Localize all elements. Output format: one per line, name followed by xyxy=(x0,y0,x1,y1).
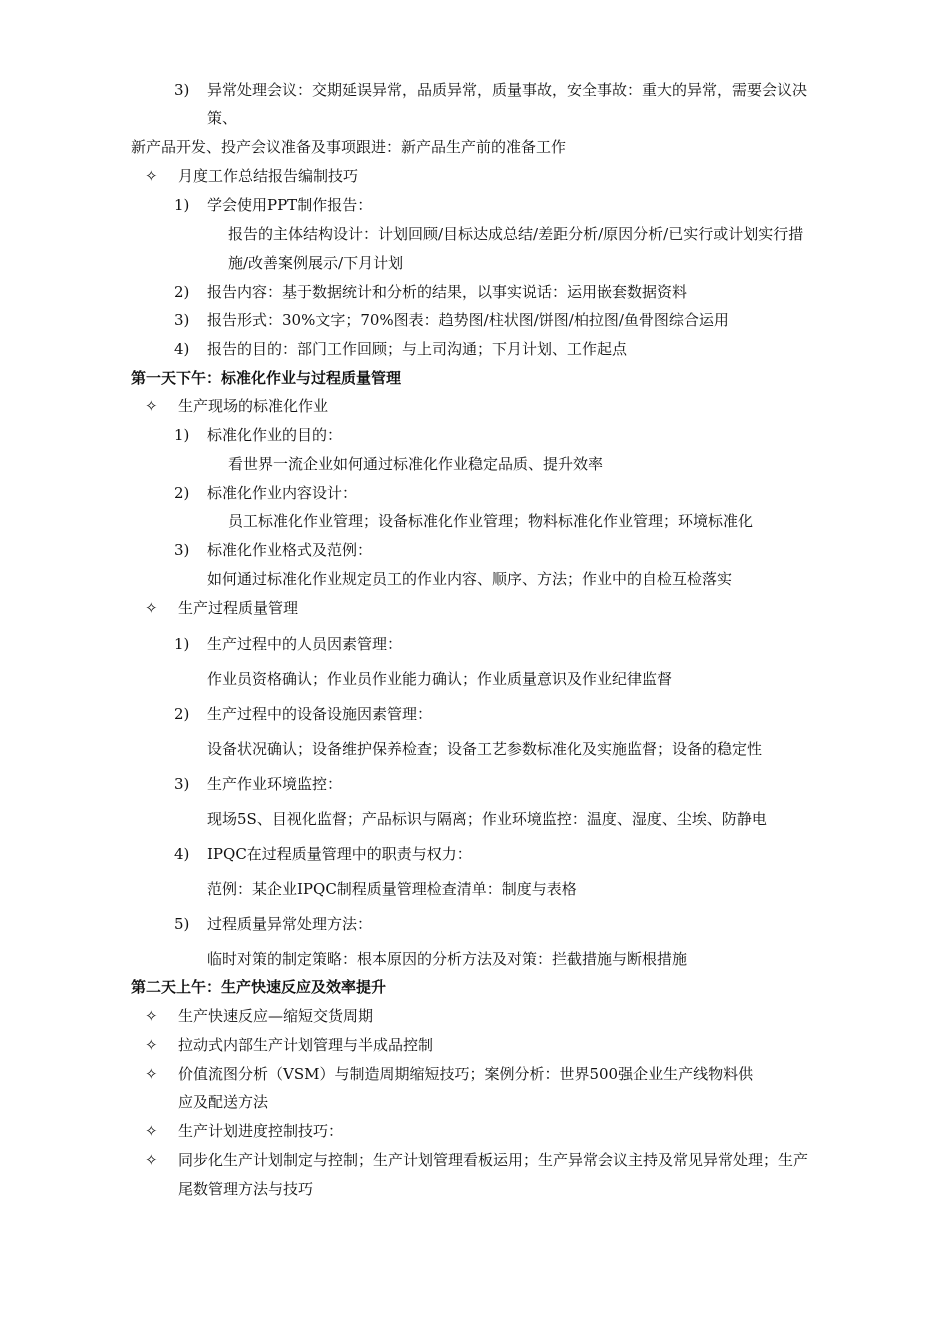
list-number: 1) xyxy=(174,426,190,444)
diamond-bullet-icon: ✧ xyxy=(145,599,158,617)
section-heading: 第二天上午：生产快速反应及效率提升 xyxy=(131,978,387,996)
bullet-item-text: 生产计划进度控制技巧： xyxy=(178,1122,344,1140)
list-number: 1) xyxy=(174,196,190,214)
list-number: 4) xyxy=(174,845,190,863)
list-item-subtext: 员工标准化作业管理；设备标准化作业管理；物料标准化作业管理；环境标准化 xyxy=(228,512,754,530)
diamond-bullet-icon: ✧ xyxy=(145,1151,158,1169)
diamond-bullet-icon: ✧ xyxy=(145,397,158,415)
list-item-text: 生产过程中的设备设施因素管理： xyxy=(207,705,433,723)
list-number: 1) xyxy=(174,635,190,653)
list-item-subtext: 现场5S、目视化监督；产品标识与隔离；作业环境监控：温度、湿度、尘埃、防静电 xyxy=(207,810,767,828)
bullet-item-text: 同步化生产计划制定与控制；生产计划管理看板运用；生产异常会议主持及常见异常处理；生产 xyxy=(178,1151,809,1169)
list-item-text-cont: 策、 xyxy=(207,109,238,127)
list-item-text: 标准化作业格式及范例： xyxy=(207,541,373,559)
list-item-subtext: 设备状况确认；设备维护保养检查；设备工艺参数标准化及实施监督；设备的稳定性 xyxy=(207,740,763,758)
list-item-text: 过程质量异常处理方法： xyxy=(207,915,373,933)
list-item-subtext: 范例：某企业IPQC制程质量管理检查清单：制度与表格 xyxy=(207,880,577,898)
bullet-item-text-cont: 应及配送方法 xyxy=(178,1093,269,1111)
list-item-subtext: 作业员资格确认；作业员作业能力确认；作业质量意识及作业纪律监督 xyxy=(207,670,673,688)
diamond-bullet-icon: ✧ xyxy=(145,1122,158,1140)
list-number: 4) xyxy=(174,340,190,358)
list-number: 2) xyxy=(174,484,190,502)
list-item-text: 报告形式：30%文字；70%图表：趋势图/柱状图/饼图/柏拉图/鱼骨图综合运用 xyxy=(207,311,729,329)
list-item-subtext: 临时对策的制定策略：根本原因的分析方法及对策：拦截措施与断根措施 xyxy=(207,950,688,968)
list-number: 3) xyxy=(174,541,190,559)
list-item-text: 学会使用PPT制作报告： xyxy=(207,196,373,214)
list-number: 3) xyxy=(174,775,190,793)
list-number: 3) xyxy=(174,81,190,99)
diamond-bullet-icon: ✧ xyxy=(145,167,158,185)
list-item-subtext: 如何通过标准化作业规定员工的作业内容、顺序、方法；作业中的自检互检落实 xyxy=(207,570,733,588)
bullet-item-text: 生产现场的标准化作业 xyxy=(178,397,329,415)
list-item-subtext: 报告的主体结构设计：计划回顾/目标达成总结/差距分析/原因分析/已实行或计划实行措 xyxy=(228,225,804,243)
bullet-item-text: 生产过程质量管理 xyxy=(178,599,299,617)
bullet-item-text: 价值流图分析（VSM）与制造周期缩短技巧；案例分析：世界500强企业生产线物料供 xyxy=(178,1065,754,1083)
diamond-bullet-icon: ✧ xyxy=(145,1065,158,1083)
list-number: 3) xyxy=(174,311,190,329)
section-heading: 第一天下午：标准化作业与过程质量管理 xyxy=(131,369,402,387)
bullet-item-text-cont: 尾数管理方法与技巧 xyxy=(178,1180,314,1198)
bullet-item-text: 拉动式内部生产计划管理与半成品控制 xyxy=(178,1036,434,1054)
list-item-text: 异常处理会议：交期延误异常，品质异常，质量事故，安全事故：重大的异常，需要会议决 xyxy=(207,81,808,99)
diamond-bullet-icon: ✧ xyxy=(145,1007,158,1025)
list-number: 2) xyxy=(174,705,190,723)
list-item-text: 生产过程中的人员因素管理： xyxy=(207,635,403,653)
list-item-subtext: 看世界一流企业如何通过标准化作业稳定品质、提升效率 xyxy=(228,455,604,473)
paragraph: 新产品开发、投产会议准备及事项跟进：新产品生产前的准备工作 xyxy=(131,138,567,156)
list-item-text: 标准化作业的目的： xyxy=(207,426,343,444)
list-item-text: 报告内容：基于数据统计和分析的结果，以事实说话：运用嵌套数据资料 xyxy=(207,283,688,301)
bullet-item-text: 生产快速反应—缩短交货周期 xyxy=(178,1007,374,1025)
list-number: 5) xyxy=(174,915,190,933)
bullet-item-text: 月度工作总结报告编制技巧 xyxy=(178,167,359,185)
list-item-text: 报告的目的：部门工作回顾；与上司沟通；下月计划、工作起点 xyxy=(207,340,628,358)
list-item-text: 标准化作业内容设计： xyxy=(207,484,358,502)
list-number: 2) xyxy=(174,283,190,301)
list-item-subtext-cont: 施/改善案例展示/下月计划 xyxy=(228,254,404,272)
list-item-text: 生产作业环境监控： xyxy=(207,775,343,793)
list-item-text: IPQC在过程质量管理中的职责与权力： xyxy=(207,845,472,863)
diamond-bullet-icon: ✧ xyxy=(145,1036,158,1054)
